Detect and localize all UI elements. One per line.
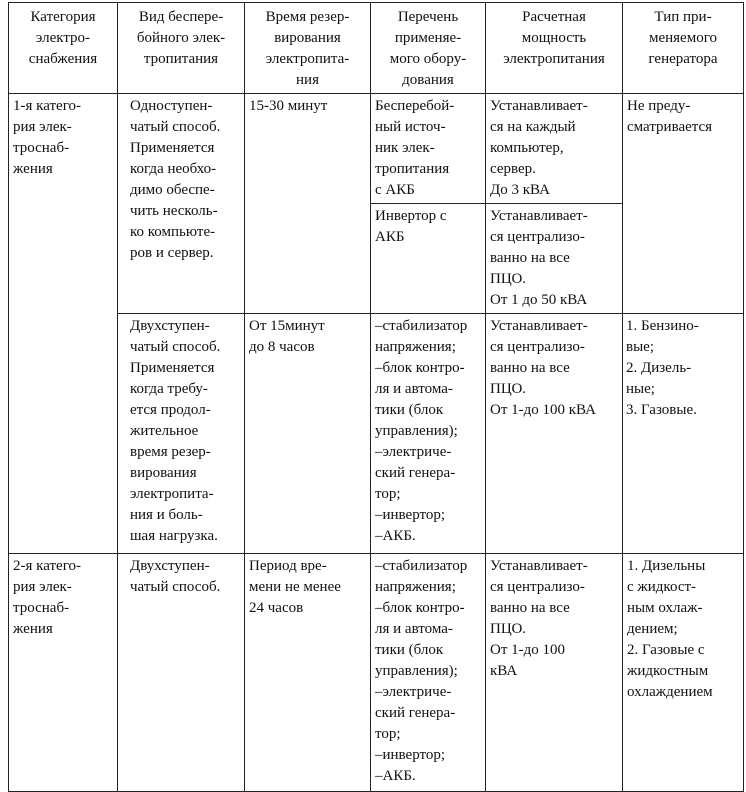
text-line: –стабилизатор <box>375 558 468 574</box>
text-line: ПЦО. <box>490 621 527 637</box>
equipment-list-cell-2 <box>371 554 486 792</box>
text-line: шая нагрузка. <box>130 528 218 544</box>
text-line: ся на каждый <box>490 119 576 135</box>
category-1-cell <box>9 94 118 554</box>
text-line: 3. Газовые. <box>626 402 697 418</box>
text-line: жения <box>13 161 53 177</box>
text-line: ский генера- <box>375 705 456 721</box>
text-line: мого обору- <box>389 51 467 67</box>
text-line: Расчетная <box>522 9 586 25</box>
power-centralized-cell-1 <box>486 204 623 314</box>
text-line: с жидкост- <box>627 579 697 595</box>
text-line: ется продол- <box>130 402 211 418</box>
text-line: тропитания <box>143 51 219 67</box>
text-line: сервер. <box>490 161 536 177</box>
method-two-stage-cell-2 <box>118 554 245 792</box>
text-line: время резер- <box>130 444 211 460</box>
text-line: 2-я катего- <box>13 558 81 574</box>
text-line: димо обеспе- <box>130 182 215 198</box>
text-line: ля и автома- <box>375 621 453 637</box>
header-equipment <box>371 3 486 94</box>
text-line: охлаждением <box>627 684 713 700</box>
header-power <box>486 3 623 94</box>
text-line: Тип при- <box>654 9 712 25</box>
text-line: Инвертор с <box>375 208 447 224</box>
text-line: Период вре- <box>249 558 327 574</box>
text-line: электропитания <box>503 51 605 67</box>
text-line: ров и сервер. <box>130 245 214 261</box>
text-line: дования <box>402 72 454 88</box>
text-line: сматривается <box>627 119 713 135</box>
text-line: ния <box>296 72 319 88</box>
table-row <box>9 314 744 554</box>
text-line: ский генера- <box>375 465 456 481</box>
text-line: 2. Дизель- <box>626 360 692 376</box>
text-line: –блок контро- <box>375 360 465 376</box>
text-line: 1. Дизельны <box>627 558 706 574</box>
text-line: меняемого <box>648 30 717 46</box>
text-line: компьютер, <box>490 140 564 156</box>
text-line: Вид беспере- <box>138 9 224 25</box>
generator-types-cell-1 <box>623 314 744 554</box>
equipment-ups-cell <box>371 94 486 204</box>
text-line: –инвертор; <box>375 747 446 763</box>
text-line: ПЦО. <box>490 381 527 397</box>
text-line: 1. Бензино- <box>626 318 699 334</box>
text-line: управления); <box>375 663 458 679</box>
text-line: Двухступен- <box>130 558 210 574</box>
header-time <box>245 3 371 94</box>
text-line: Устанавливает- <box>490 318 588 334</box>
text-line: 1-я катего- <box>13 98 81 114</box>
text-line: с АКБ <box>375 182 415 198</box>
text-line: Устанавливает- <box>490 208 588 224</box>
text-line: ля и автома- <box>375 381 453 397</box>
text-line: напряжения; <box>375 339 456 355</box>
text-line: электропита- <box>265 51 350 67</box>
text-line: жидкостным <box>627 663 709 679</box>
power-centralized-cell-2 <box>486 314 623 554</box>
time-cell-2 <box>245 314 371 554</box>
text-line: жения <box>13 621 53 637</box>
power-per-computer-cell <box>486 94 623 204</box>
text-line: ные; <box>626 381 655 397</box>
text-line: ся централизо- <box>490 339 585 355</box>
text-line: Применяется <box>130 140 215 156</box>
text-line: –АКБ. <box>375 768 416 784</box>
text-line: чатый способ. <box>130 579 221 595</box>
text-line: до 8 часов <box>249 339 315 355</box>
text-line: От 1 до 50 кВА <box>490 292 588 308</box>
text-line: когда требу- <box>130 381 208 397</box>
text-line: ния и боль- <box>130 507 203 523</box>
text-line: АКБ <box>375 229 405 245</box>
text-line: ся централизо- <box>490 579 585 595</box>
text-line: снабжения <box>28 51 98 67</box>
text-line: тропитания <box>375 161 450 177</box>
method-two-stage-cell-1 <box>118 314 245 554</box>
text-line: троснаб- <box>13 600 70 616</box>
text-line: До 3 кВА <box>490 182 550 198</box>
text-line: Категория <box>30 9 96 25</box>
text-line: напряжения; <box>375 579 456 595</box>
method-single-stage-cell <box>118 94 245 314</box>
text-line: ванно на все <box>490 360 570 376</box>
power-supply-table <box>8 2 744 792</box>
table-row <box>9 94 744 204</box>
header-generator <box>623 3 744 94</box>
header-row <box>9 3 744 94</box>
generator-none-cell <box>623 94 744 314</box>
text-line: троснаб- <box>13 140 70 156</box>
text-line: чить несколь- <box>130 203 218 219</box>
text-line: ванно на все <box>490 250 570 266</box>
text-line: Устанавливает- <box>490 558 588 574</box>
text-line: дением; <box>627 621 678 637</box>
text-line: электропита- <box>130 486 214 502</box>
power-centralized-cell-3 <box>486 554 623 792</box>
text-line: –стабилизатор <box>375 318 468 334</box>
text-line: ный источ- <box>375 119 446 135</box>
text-line: Не преду- <box>627 98 691 114</box>
time-cell-1: 15-30 минут <box>245 94 371 314</box>
text-line: Устанавливает- <box>490 98 588 114</box>
text-line: вирования <box>274 30 341 46</box>
text-line: тики (блок <box>375 642 444 658</box>
text-line: тики (блок <box>375 402 444 418</box>
text-line: кВА <box>490 663 518 679</box>
text-line: Бесперебой- <box>375 98 455 114</box>
text-line: 2. Газовые с <box>627 642 705 658</box>
text-line: чатый способ. <box>130 119 221 135</box>
text-line: Одноступен- <box>130 98 213 114</box>
text-line: мени не менее <box>249 579 341 595</box>
text-line: тор; <box>375 726 401 742</box>
generator-types-cell-2 <box>623 554 744 792</box>
text-line: когда необхо- <box>130 161 217 177</box>
text-line: От 1-до 100 <box>490 642 566 658</box>
text-line: рия элек- <box>13 579 72 595</box>
text-line: Применяется <box>130 360 215 376</box>
category-2-cell <box>9 554 118 792</box>
text-line: жительное <box>130 423 199 439</box>
text-line: От 1-до 100 кВА <box>490 402 596 418</box>
text-line: –инвертор; <box>375 507 446 523</box>
text-line: От 15минут <box>249 318 325 334</box>
text-line: ко компьюте- <box>130 224 216 240</box>
text-line: вые; <box>626 339 654 355</box>
text-line: –электриче- <box>375 444 452 460</box>
text-line: электро- <box>35 30 91 46</box>
text-line: ся централизо- <box>490 229 585 245</box>
text-line: ванно на все <box>490 600 570 616</box>
text-line: –АКБ. <box>375 528 416 544</box>
equipment-list-cell-1 <box>371 314 486 554</box>
text-line: применяе- <box>394 30 462 46</box>
text-line: ным охлаж- <box>627 600 703 616</box>
table-row <box>9 554 744 792</box>
header-category <box>9 3 118 94</box>
text-line: вирования <box>130 465 197 481</box>
text-line: Двухступен- <box>130 318 210 334</box>
text-line: чатый способ. <box>130 339 221 355</box>
text-line: ник элек- <box>375 140 435 156</box>
text-line: рия элек- <box>13 119 72 135</box>
text-line: генератора <box>648 51 718 67</box>
text-line: ПЦО. <box>490 271 527 287</box>
text-line: тор; <box>375 486 401 502</box>
text-line: Перечень <box>397 9 459 25</box>
text-line: 24 часов <box>249 600 304 616</box>
equipment-inverter-cell <box>371 204 486 314</box>
text-line: Время резер- <box>265 9 350 25</box>
text-line: мощность <box>521 30 587 46</box>
text-line: управления); <box>375 423 458 439</box>
text-line: бойного элек- <box>136 30 226 46</box>
text-line: –электриче- <box>375 684 452 700</box>
time-cell-3 <box>245 554 371 792</box>
text-line: –блок контро- <box>375 600 465 616</box>
header-method <box>118 3 245 94</box>
